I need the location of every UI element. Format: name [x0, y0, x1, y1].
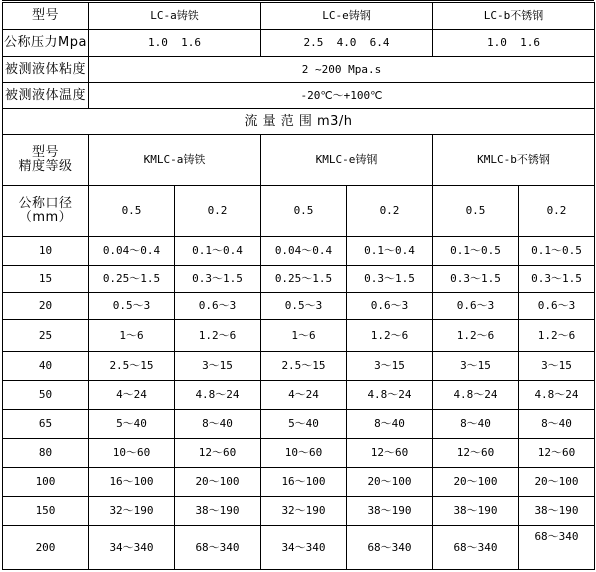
dn-cell: 25	[3, 320, 89, 352]
flow-cell: 0.6～3	[519, 293, 595, 320]
dn-cell: 200	[3, 526, 89, 570]
viscosity-label: 被测液体粘度	[3, 57, 89, 83]
flow-cell: 20～100	[433, 468, 519, 497]
dn-cell: 100	[3, 468, 89, 497]
table-row	[3, 468, 595, 497]
flow-cell: 16～100	[89, 468, 175, 497]
table-row	[3, 410, 595, 439]
flow-cell: 10～60	[261, 439, 347, 468]
model-lc-a: LC-a铸铁	[89, 3, 261, 30]
viscosity-value: 2 ~200 Mpa.s	[89, 57, 595, 83]
flow-cell-value: 68～340	[534, 529, 579, 543]
flow-cell: 3～15	[433, 352, 519, 381]
flow-cell: 68～340	[175, 526, 261, 570]
flow-cell: 0.6～3	[433, 293, 519, 320]
flow-cell: 4.8～24	[175, 381, 261, 410]
flow-cell: 12～60	[433, 439, 519, 468]
flow-cell: 8～40	[347, 410, 433, 439]
flow-cell: 68～340	[433, 526, 519, 570]
flow-cell: 1.2～6	[175, 320, 261, 352]
pressure-lc-e: 2.5 4.0 6.4	[261, 30, 433, 57]
flow-cell: 20～100	[175, 468, 261, 497]
flow-cell: 1～6	[89, 320, 175, 352]
viscosity-row	[3, 57, 595, 83]
precision-cell: 0.5	[433, 186, 519, 237]
dn-cell: 40	[3, 352, 89, 381]
flow-cell: 1.2～6	[433, 320, 519, 352]
flow-cell: 0.6～3	[347, 293, 433, 320]
table-model-kmlc-a: KMLC-a铸铁	[89, 135, 261, 186]
model-precision-label	[3, 135, 89, 186]
model-lc-b: LC-b不锈钢	[433, 3, 595, 30]
flow-cell: 3～15	[175, 352, 261, 381]
flow-cell: 2.5～15	[261, 352, 347, 381]
flow-cell: 0.25～1.5	[89, 266, 175, 293]
top-rule	[2, 0, 594, 1]
flow-cell: 10～60	[89, 439, 175, 468]
flow-cell: 38～190	[519, 497, 595, 526]
flow-cell: 2.5～15	[89, 352, 175, 381]
diameter-label-line: 公称口径	[18, 196, 73, 211]
flow-cell: 4.8～24	[433, 381, 519, 410]
table-row	[3, 266, 595, 293]
flowmeter-spec-table	[2, 2, 595, 570]
precision-cell: 0.5	[89, 186, 175, 237]
dn-cell: 20	[3, 293, 89, 320]
diameter-unit-line: （mm）	[18, 210, 73, 225]
dn-cell: 65	[3, 410, 89, 439]
dn-cell: 50	[3, 381, 89, 410]
table-row	[3, 497, 595, 526]
flow-cell: 0.5～3	[261, 293, 347, 320]
flow-cell: 34～340	[89, 526, 175, 570]
precision-cell: 0.2	[519, 186, 595, 237]
flow-cell: 1.2～6	[519, 320, 595, 352]
flow-cell: 12～60	[519, 439, 595, 468]
flow-cell: 0.5～3	[89, 293, 175, 320]
table-row	[3, 439, 595, 468]
flow-cell: 0.04～0.4	[261, 237, 347, 266]
flow-cell: 16～100	[261, 468, 347, 497]
flow-cell: 0.3～1.5	[519, 266, 595, 293]
flow-cell: 0.1～0.4	[347, 237, 433, 266]
diameter-precision-row	[3, 186, 595, 237]
pressure-row	[3, 30, 595, 57]
flow-cell: 3～15	[519, 352, 595, 381]
flow-cell: 3～15	[347, 352, 433, 381]
flow-cell: 0.3～1.5	[433, 266, 519, 293]
pressure-label: 公称压力Mpa	[3, 30, 89, 57]
precision-cell: 0.2	[347, 186, 433, 237]
flow-cell: 8～40	[519, 410, 595, 439]
flow-cell: 20～100	[519, 468, 595, 497]
flow-cell: 5～40	[89, 410, 175, 439]
flow-cell: 0.3～1.5	[347, 266, 433, 293]
flow-cell	[519, 526, 595, 570]
flow-cell: 0.25～1.5	[261, 266, 347, 293]
table-row	[3, 293, 595, 320]
model-label: 型号	[3, 3, 89, 30]
precision-label-line: 精度等级	[18, 159, 73, 174]
precision-cell: 0.5	[261, 186, 347, 237]
flow-cell: 68～340	[347, 526, 433, 570]
flow-cell: 32～190	[261, 497, 347, 526]
flow-cell: 4.8～24	[519, 381, 595, 410]
flow-cell: 8～40	[433, 410, 519, 439]
flow-cell: 4～24	[261, 381, 347, 410]
dn-cell: 15	[3, 266, 89, 293]
flow-cell: 20～100	[347, 468, 433, 497]
diameter-label	[3, 186, 89, 237]
flow-cell: 38～190	[433, 497, 519, 526]
flow-cell: 0.1～0.5	[433, 237, 519, 266]
flow-range-header: 流 量 范 围 m3/h	[3, 109, 595, 135]
precision-cell: 0.2	[175, 186, 261, 237]
pressure-lc-b: 1.0 1.6	[433, 30, 595, 57]
table-row	[3, 352, 595, 381]
flow-cell: 0.04～0.4	[89, 237, 175, 266]
flow-cell: 0.6～3	[175, 293, 261, 320]
temperature-row	[3, 83, 595, 109]
top-model-row	[3, 3, 595, 30]
table-row	[3, 237, 595, 266]
model-precision-row	[3, 135, 595, 186]
dn-cell: 150	[3, 497, 89, 526]
table-row	[3, 320, 595, 352]
flow-cell: 34～340	[261, 526, 347, 570]
dn-cell: 80	[3, 439, 89, 468]
dn-cell: 10	[3, 237, 89, 266]
flow-cell: 0.1～0.4	[175, 237, 261, 266]
flow-cell: 1.2～6	[347, 320, 433, 352]
temperature-value: -20℃～+100℃	[89, 83, 595, 109]
temperature-label: 被测液体温度	[3, 83, 89, 109]
flow-cell: 4～24	[89, 381, 175, 410]
flow-cell: 32～190	[89, 497, 175, 526]
flow-range-header-row	[3, 109, 595, 135]
flow-cell: 12～60	[347, 439, 433, 468]
flow-cell: 8～40	[175, 410, 261, 439]
table-row	[3, 381, 595, 410]
flow-cell: 38～190	[347, 497, 433, 526]
flow-cell: 4.8～24	[347, 381, 433, 410]
flow-cell: 1～6	[261, 320, 347, 352]
flow-cell: 0.3～1.5	[175, 266, 261, 293]
flow-cell: 38～190	[175, 497, 261, 526]
table-row	[3, 526, 595, 570]
model-label-line: 型号	[31, 145, 59, 160]
flow-cell: 12～60	[175, 439, 261, 468]
model-lc-e: LC-e铸钢	[261, 3, 433, 30]
flow-cell: 0.1～0.5	[519, 237, 595, 266]
table-model-kmlc-b: KMLC-b不锈钢	[433, 135, 595, 186]
pressure-lc-a: 1.0 1.6	[89, 30, 261, 57]
table-model-kmlc-e: KMLC-e铸钢	[261, 135, 433, 186]
flow-cell: 5～40	[261, 410, 347, 439]
